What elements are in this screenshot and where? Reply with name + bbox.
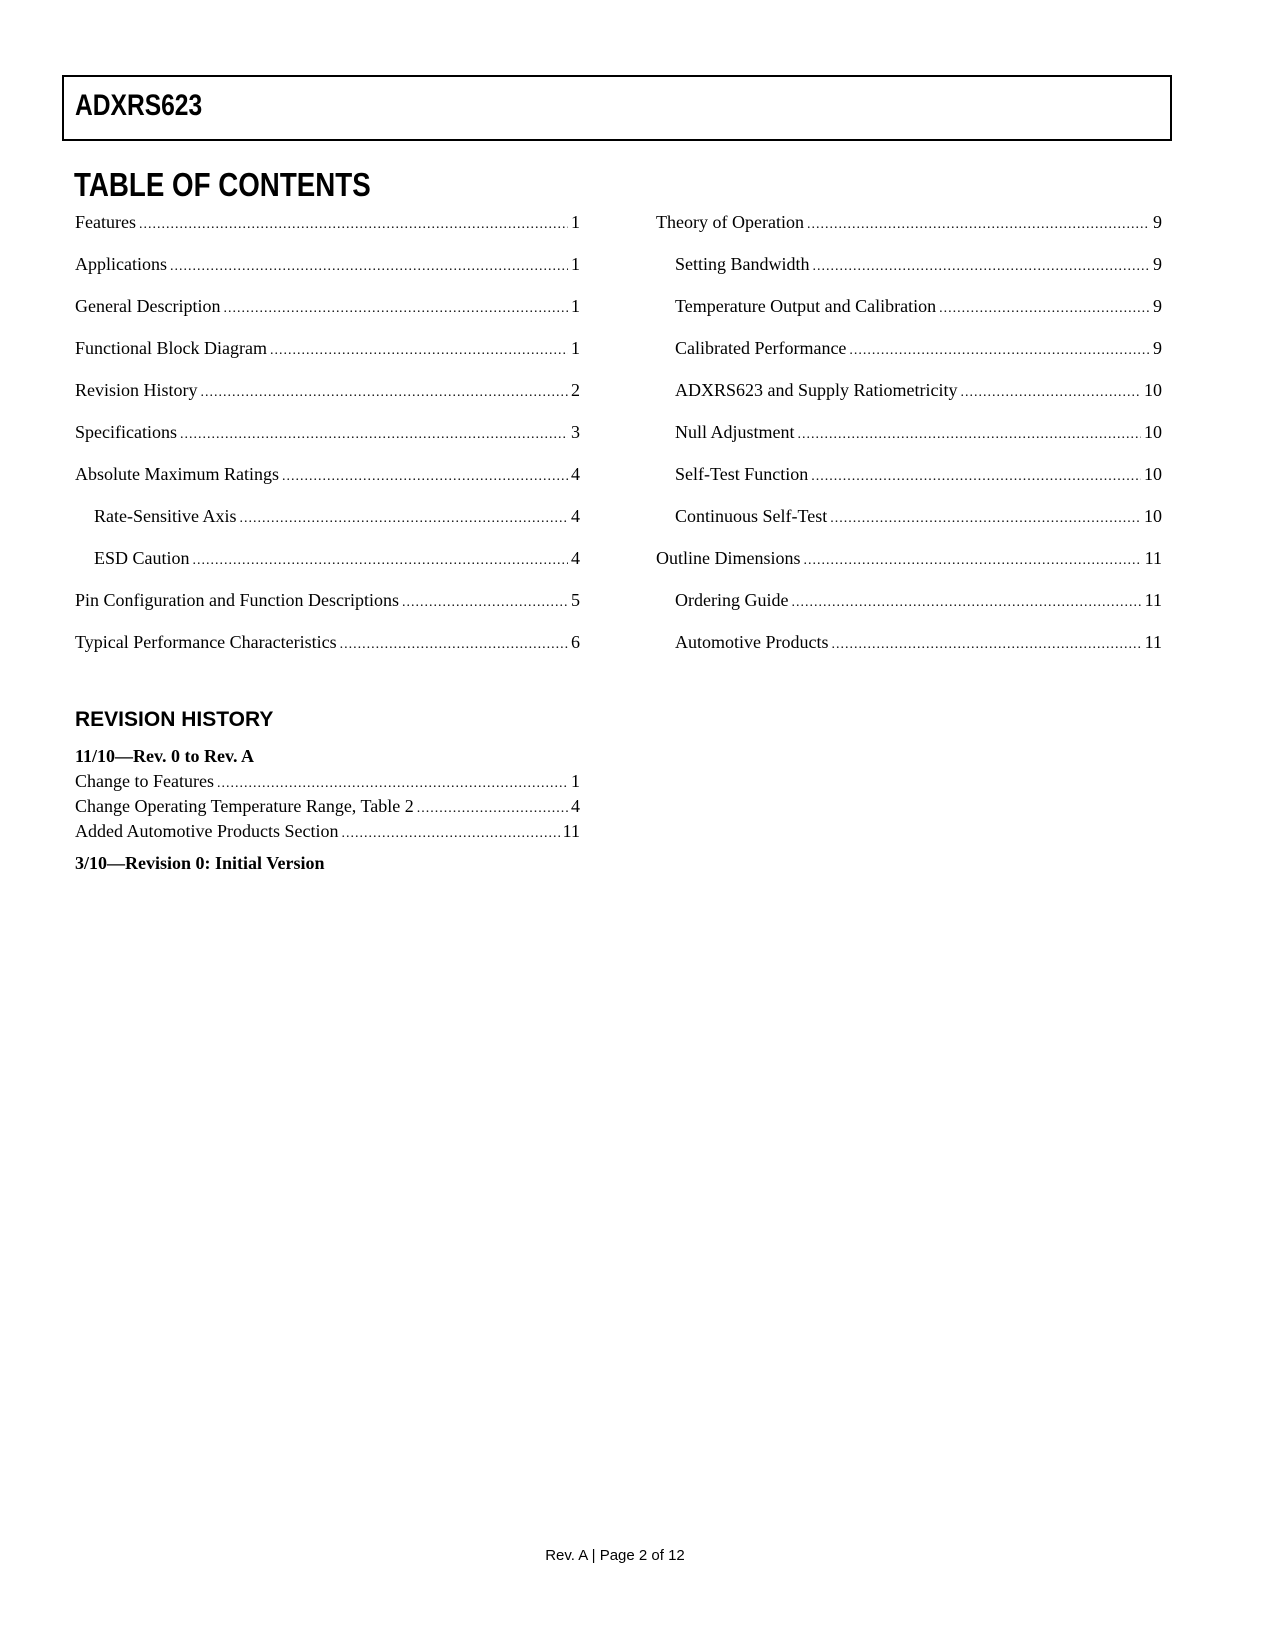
- toc-entry-label: Rate-Sensitive Axis: [94, 506, 237, 526]
- dot-leader: [830, 511, 1141, 527]
- dot-leader: [217, 771, 568, 796]
- toc-entry-page: 2: [571, 380, 580, 400]
- toc-entry-page: 11: [1144, 590, 1162, 610]
- toc-left-column: [75, 212, 580, 674]
- dot-leader: [811, 469, 1141, 485]
- toc-entry-label: Specifications: [75, 422, 177, 442]
- toc-entry-label: Automotive Products: [675, 632, 829, 652]
- toc-entry-page: 9: [1153, 338, 1162, 358]
- dot-leader: [807, 217, 1150, 233]
- dot-leader: [341, 821, 559, 846]
- revision-a-block: [75, 744, 580, 844]
- dot-leader: [798, 427, 1141, 443]
- toc-entry[interactable]: [656, 548, 1162, 590]
- toc-entry-page: 3: [571, 422, 580, 442]
- toc-entry-label: Absolute Maximum Ratings: [75, 464, 279, 484]
- header-box: [62, 75, 1172, 141]
- toc-entry[interactable]: [656, 254, 1162, 296]
- toc-entry[interactable]: [656, 464, 1162, 506]
- dot-leader: [201, 385, 568, 401]
- dot-leader: [417, 796, 568, 821]
- dot-leader: [240, 511, 569, 527]
- dot-leader: [223, 301, 568, 317]
- change-page: 11: [562, 821, 580, 841]
- revision-0-block: [75, 851, 580, 876]
- change-label: Change Operating Temperature Range, Table 2: [75, 796, 414, 816]
- toc-title: TABLE OF CONTENTS: [74, 166, 371, 203]
- toc-entry-label: Self-Test Function: [675, 464, 809, 484]
- dot-leader: [170, 259, 568, 275]
- toc-entry[interactable]: [656, 422, 1162, 464]
- toc-entry[interactable]: [75, 506, 580, 548]
- toc-entry-label: Functional Block Diagram: [75, 338, 267, 358]
- toc-entry[interactable]: [75, 590, 580, 632]
- toc-entry-label: Theory of Operation: [656, 212, 804, 232]
- toc-entry-page: 4: [571, 548, 580, 568]
- change-label: Added Automotive Products Section: [75, 821, 339, 841]
- toc-right-column: [656, 212, 1162, 674]
- dot-leader: [961, 385, 1142, 401]
- toc-entry-label: Outline Dimensions: [656, 548, 801, 568]
- toc-entry-page: 1: [571, 296, 580, 316]
- dot-leader: [804, 553, 1142, 569]
- toc-entry[interactable]: [75, 254, 580, 296]
- toc-entry[interactable]: [75, 296, 580, 338]
- change-label: Change to Features: [75, 771, 214, 791]
- part-number: ADXRS623: [75, 89, 203, 122]
- toc-entry-page: 10: [1144, 422, 1162, 442]
- toc-entry-label: Pin Configuration and Function Descriptions: [75, 590, 399, 610]
- toc-entry-page: 4: [571, 506, 580, 526]
- toc-entry[interactable]: [656, 212, 1162, 254]
- toc-entry-label: Features: [75, 212, 136, 232]
- toc-entry[interactable]: [656, 506, 1162, 548]
- revision-change-line[interactable]: [75, 769, 580, 794]
- page-footer: Rev. A | Page 2 of 12: [545, 1547, 685, 1564]
- dot-leader: [832, 637, 1142, 653]
- toc-entry-label: Setting Bandwidth: [675, 254, 810, 274]
- dot-leader: [939, 301, 1150, 317]
- revision-a-heading: 11/10—Rev. 0 to Rev. A: [75, 746, 254, 766]
- toc-entry-page: 1: [571, 212, 580, 232]
- toc-entry-page: 1: [571, 338, 580, 358]
- toc-entry-label: Continuous Self-Test: [675, 506, 828, 526]
- toc-entry[interactable]: [656, 296, 1162, 338]
- toc-entry-page: 6: [571, 632, 580, 652]
- dot-leader: [282, 469, 568, 485]
- toc-entry-label: ESD Caution: [94, 548, 190, 568]
- dot-leader: [340, 637, 568, 653]
- toc-entry-page: 9: [1153, 254, 1162, 274]
- change-page: 4: [571, 796, 580, 816]
- toc-entry-label: Applications: [75, 254, 167, 274]
- toc-entry[interactable]: [75, 212, 580, 254]
- dot-leader: [193, 553, 568, 569]
- toc-entry-page: 10: [1144, 506, 1162, 526]
- toc-entry[interactable]: [656, 632, 1162, 674]
- toc-entry[interactable]: [656, 338, 1162, 380]
- toc-entry-label: ADXRS623 and Supply Ratiometricity: [675, 380, 958, 400]
- toc-entry-page: 5: [571, 590, 580, 610]
- dot-leader: [849, 343, 1150, 359]
- toc-entry-label: Revision History: [75, 380, 198, 400]
- toc-entry-page: 11: [1144, 632, 1162, 652]
- revision-change-line[interactable]: [75, 819, 580, 844]
- toc-entry[interactable]: [75, 422, 580, 464]
- dot-leader: [813, 259, 1151, 275]
- toc-entry-label: Calibrated Performance: [675, 338, 847, 358]
- dot-leader: [402, 595, 568, 611]
- dot-leader: [791, 595, 1141, 611]
- toc-entry-label: Typical Performance Characteristics: [75, 632, 337, 652]
- toc-entry-page: 10: [1144, 464, 1162, 484]
- toc-entry[interactable]: [75, 338, 580, 380]
- toc-entry-page: 11: [1144, 548, 1162, 568]
- toc-entry-page: 1: [571, 254, 580, 274]
- toc-entry-label: General Description: [75, 296, 221, 316]
- toc-entry-label: Ordering Guide: [675, 590, 789, 610]
- dot-leader: [270, 343, 568, 359]
- toc-entry-label: Temperature Output and Calibration: [675, 296, 937, 316]
- toc-entry-page: 9: [1153, 212, 1162, 232]
- toc-entry-page: 9: [1153, 296, 1162, 316]
- toc-entry[interactable]: [75, 464, 580, 506]
- toc-entry[interactable]: [75, 632, 580, 674]
- toc-entry[interactable]: [656, 380, 1162, 422]
- revision-change-line[interactable]: [75, 794, 580, 819]
- revision-history-title: REVISION HISTORY: [75, 708, 274, 731]
- revision-0-heading: 3/10—Revision 0: Initial Version: [75, 853, 325, 873]
- dot-leader: [139, 217, 568, 233]
- toc-entry[interactable]: [656, 590, 1162, 632]
- toc-entry[interactable]: [75, 380, 580, 422]
- change-page: 1: [571, 771, 580, 791]
- dot-leader: [180, 427, 568, 443]
- toc-entry-label: Null Adjustment: [675, 422, 795, 442]
- toc-entry[interactable]: [75, 548, 580, 590]
- toc-entry-page: 10: [1144, 380, 1162, 400]
- toc-entry-page: 4: [571, 464, 580, 484]
